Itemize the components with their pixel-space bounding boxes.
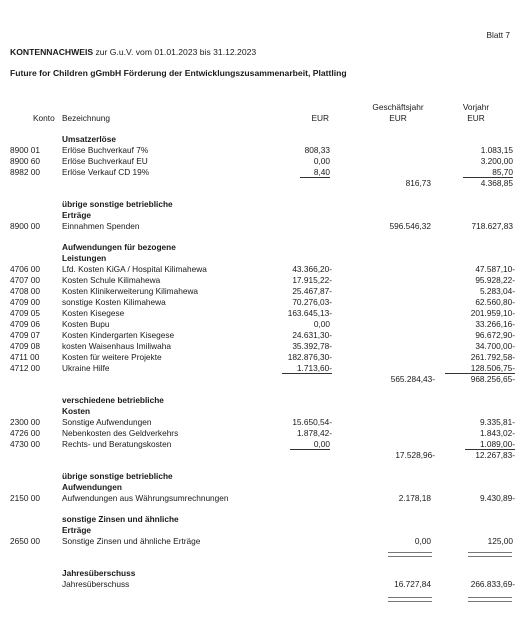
amount: 35.392,78- [292, 341, 332, 351]
account-name: Jahresüberschuss [62, 579, 130, 589]
prior-amount: 34.700,00- [475, 341, 515, 351]
account-name: Kosten Klinikerweiterung Kilimahewa [62, 286, 199, 296]
account-name: Lfd. Kosten KiGA / Hospital Kilimahewa [62, 264, 207, 274]
prior-amount: 33.266,16- [475, 319, 515, 329]
page-title-rest: zur G.u.V. vom 01.01.2023 bis 31.12.2023 [95, 47, 257, 57]
account-number: 8982 00 [10, 167, 40, 177]
prior-annual-surplus: 266.833,69- [470, 579, 515, 589]
section-heading: verschiedene betriebliche [62, 395, 164, 405]
page-title [10, 47, 256, 57]
section-heading: Erträge [62, 525, 92, 535]
prior-amount: 85,70 [463, 167, 513, 178]
account-number: 4709 00 [10, 297, 40, 307]
double-underline [468, 597, 512, 602]
account-number: 4706 00 [10, 264, 40, 274]
header-konto: Konto [33, 113, 55, 123]
account-number: 8900 01 [10, 145, 40, 155]
account-name: Kosten Kindergarten Kisegese [62, 330, 175, 340]
header-vorjahr: Vorjahr [462, 102, 490, 112]
amount: 808,33 [304, 145, 330, 155]
account-number: 4709 08 [10, 341, 40, 351]
amount: 1.713,60- [282, 363, 332, 374]
account-name: Kosten Schule Kilimahewa [62, 275, 161, 285]
prior-amount: 47.587,10- [475, 264, 515, 274]
prior-amount: 201.959,10- [470, 308, 515, 318]
account-number: 4726 00 [10, 428, 40, 438]
prior-amount: 9.335,81- [479, 417, 515, 427]
account-name: Sonstige Zinsen und ähnliche Erträge [62, 536, 201, 546]
account-number: 4707 00 [10, 275, 40, 285]
double-underline [388, 597, 432, 602]
header-eur-3: EUR [467, 113, 485, 123]
prior-amount: 1.843,02- [479, 428, 515, 438]
account-name: Rechts- und Beratungskosten [62, 439, 172, 449]
section-heading: Erträge [62, 210, 92, 220]
account-number: 4712 00 [10, 363, 40, 373]
account-name: Einnahmen Spenden [62, 221, 140, 231]
prior-amount: 62.560,80- [475, 297, 515, 307]
header-eur-1: EUR [311, 113, 329, 123]
prior-amount: 96.672,90- [475, 330, 515, 340]
section-heading: übrige sonstige betriebliche [62, 199, 173, 209]
prior-total: 125,00 [487, 536, 513, 546]
account-number: 2300 00 [10, 417, 40, 427]
section-heading: Umsatzerlöse [62, 134, 116, 144]
account-name: Ukraine Hilfe [62, 363, 110, 373]
amount: 163.645,13- [287, 308, 332, 318]
section-total: 2.178,18 [398, 493, 431, 503]
double-underline [468, 552, 512, 557]
account-name: kosten Waisenhaus Imiliwaha [62, 341, 171, 351]
amount: 0,00 [290, 439, 330, 450]
section-heading: Aufwendungen für bezogene [62, 242, 176, 252]
amount: 182.876,30- [287, 352, 332, 362]
amount: 1.878,42- [296, 428, 332, 438]
double-underline [388, 552, 432, 557]
account-name: Kosten Bupu [62, 319, 110, 329]
section-heading: Kosten [62, 406, 91, 416]
section-heading: Aufwendungen [62, 482, 122, 492]
amount: 8,40 [300, 167, 330, 178]
prior-amount: 3.200,00 [480, 156, 513, 166]
section-heading: Leistungen [62, 253, 107, 263]
account-number: 4730 00 [10, 439, 40, 449]
company-name: Future for Children gGmbH Förderung der Entwicklungszusammenarbeit, Plattling [10, 68, 347, 78]
section-heading: sonstige Zinsen und ähnliche [62, 514, 179, 524]
prior-total: 12.267,83- [475, 450, 515, 460]
account-name: Erlöse Buchverkauf EU [62, 156, 148, 166]
amount: 24.631,30- [292, 330, 332, 340]
section-total: 0,00 [414, 536, 431, 546]
section-total: 17.528,96- [395, 450, 435, 460]
account-name: sonstige Kosten Kilimahewa [62, 297, 166, 307]
section-total: 816,73 [405, 178, 431, 188]
prior-amount: 261.792,58- [470, 352, 515, 362]
section-heading: übrige sonstige betriebliche [62, 471, 173, 481]
account-name: Sonstige Aufwendungen [62, 417, 152, 427]
prior-amount: 1.083,15 [480, 145, 513, 155]
annual-surplus: 16.727,84 [394, 579, 431, 589]
account-number: 4711 00 [10, 352, 40, 362]
account-number: 4709 07 [10, 330, 40, 340]
account-number: 4708 00 [10, 286, 40, 296]
amount: 0,00 [313, 319, 330, 329]
header-geschaeftsjahr: Geschäftsjahr [372, 102, 424, 112]
account-number: 4709 05 [10, 308, 40, 318]
header-eur-2: EUR [389, 113, 407, 123]
section-total: 596.546,32 [389, 221, 431, 231]
amount: 0,00 [313, 156, 330, 166]
amount: 43.366,20- [292, 264, 332, 274]
amount: 17.915,22- [292, 275, 332, 285]
account-number: 4709 06 [10, 319, 40, 329]
prior-amount: 128.506,75- [445, 363, 515, 374]
sheet-label: Blatt 7 [486, 30, 510, 40]
account-number: 2150 00 [10, 493, 40, 503]
header-bezeichnung: Bezeichnung [62, 113, 110, 123]
section-heading: Jahresüberschuss [62, 568, 136, 578]
account-name: Nebenkosten des Geldverkehrs [62, 428, 179, 438]
prior-amount: 1.089,00- [465, 439, 515, 450]
page-title-bold: KONTENNACHWEIS [10, 47, 94, 57]
prior-amount: 5.283,04- [479, 286, 515, 296]
account-number: 8900 60 [10, 156, 40, 166]
account-name: Kosten Kisegese [62, 308, 125, 318]
section-total: 565.284,43- [390, 374, 435, 384]
account-number: 2650 00 [10, 536, 40, 546]
amount: 70.276,03- [292, 297, 332, 307]
prior-amount: 95.928,22- [475, 275, 515, 285]
prior-total: 9.430,89- [479, 493, 515, 503]
account-name: Aufwendungen aus Währungsumrechnungen [62, 493, 229, 503]
amount: 15.650,54- [292, 417, 332, 427]
account-number: 8900 00 [10, 221, 40, 231]
account-name: Kosten für weitere Projekte [62, 352, 162, 362]
prior-total: 4.368,85 [480, 178, 513, 188]
prior-total: 718.627,83 [471, 221, 513, 231]
account-name: Erlöse Buchverkauf 7% [62, 145, 149, 155]
prior-total: 968.256,65- [470, 374, 515, 384]
account-name: Erlöse Verkauf CD 19% [62, 167, 150, 177]
amount: 25.467,87- [292, 286, 332, 296]
